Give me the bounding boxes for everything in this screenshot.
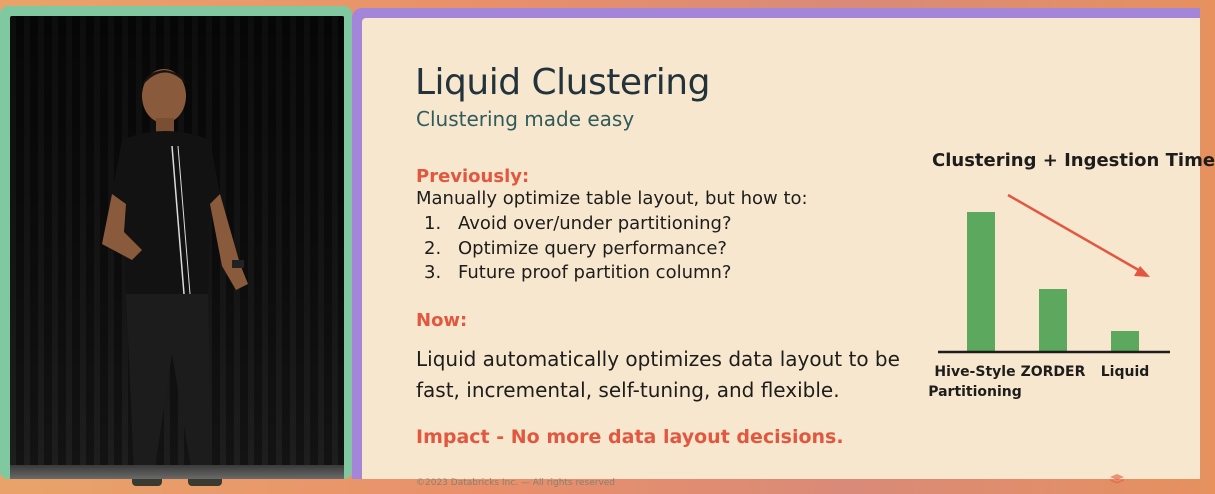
slide xyxy=(362,18,1215,488)
chart-x-tick-label: ZORDER xyxy=(1020,364,1086,380)
list-item xyxy=(424,262,732,287)
stage-floor xyxy=(10,465,344,479)
list-item-text: Avoid over/under partitioning? xyxy=(458,213,732,234)
speaker-video-panel xyxy=(0,6,352,479)
chart-x-tick-label: Liquid xyxy=(1100,364,1150,380)
speaker-figure xyxy=(72,54,272,494)
trend-arrow xyxy=(1008,195,1150,277)
list-item-number: 2. xyxy=(424,237,442,259)
list-item-text: Optimize query performance? xyxy=(458,237,727,259)
databricks-logo-icon xyxy=(1110,474,1124,484)
previously-intro: Manually optimize table layout, but how to: xyxy=(416,188,808,209)
chart-x-tick-label: Hive-Style Partitioning xyxy=(928,364,1022,400)
chart-bar xyxy=(1111,331,1139,352)
list-item-number: 1. xyxy=(424,213,442,234)
now-text: Liquid automatically optimizes data layout to be fast, incremental, self-tuning, and flexible. xyxy=(416,347,900,402)
slide-panel xyxy=(352,8,1215,488)
chart-bar xyxy=(1039,289,1067,352)
now-heading: Now: xyxy=(416,310,468,331)
list-item xyxy=(424,238,732,263)
list-item-number: 3. xyxy=(424,262,442,283)
chart-title: Clustering + Ingestion Time xyxy=(932,150,1215,171)
impact-statement: Impact - No more data layout decisions. xyxy=(416,426,844,448)
list-item xyxy=(424,213,732,238)
list-item-text: Future proof partition column? xyxy=(458,262,732,283)
copyright-footer: ©2023 Databricks Inc. — All rights reserved xyxy=(416,478,616,488)
slide-title: Liquid Clustering xyxy=(415,62,710,103)
speaker-video xyxy=(10,16,344,479)
previously-heading: Previously: xyxy=(416,166,530,187)
bar-chart xyxy=(902,168,1200,408)
chart-bar xyxy=(967,212,995,352)
slide-subtitle: Clustering made easy xyxy=(416,107,635,131)
previously-list xyxy=(424,213,732,287)
